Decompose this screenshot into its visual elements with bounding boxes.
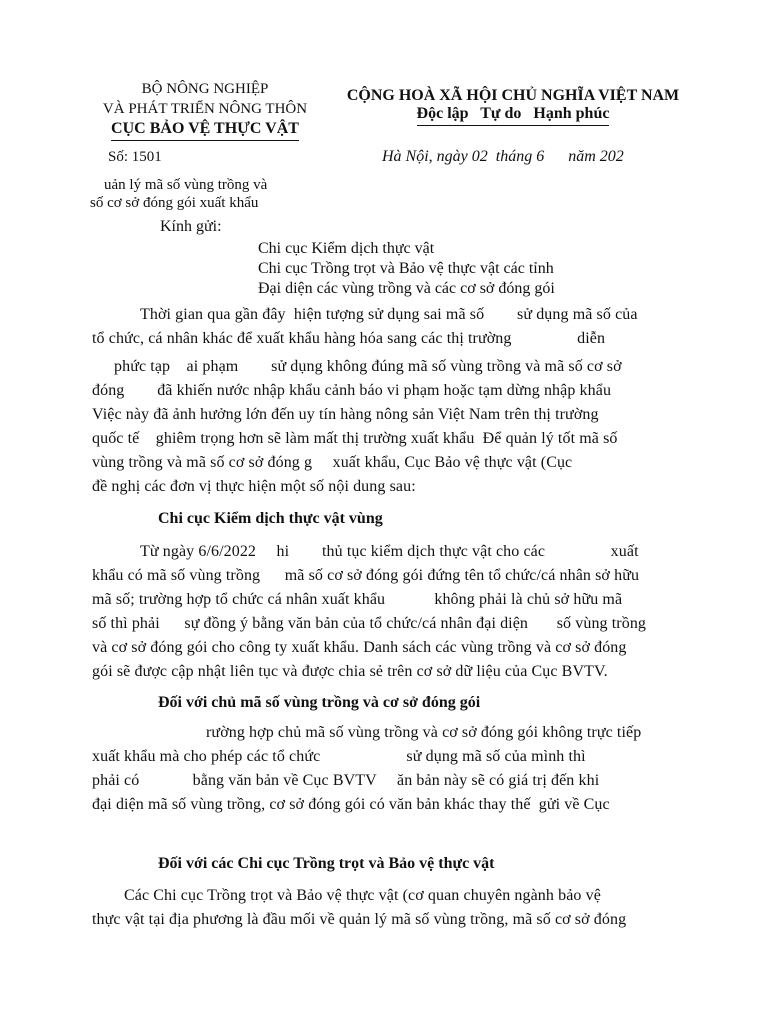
intro-line: quốc tế ghiêm trọng hơn sẽ làm mất thị trường xuất khẩu Để quản lý tốt mã số xyxy=(92,430,618,447)
section-2-line: xuất khẩu mà cho phép các tổ chức sử dụng mã số của mình thì xyxy=(92,748,586,765)
section-1-line: và cơ sở đóng gói cho công ty xuất khẩu. Danh sách các vùng trồng và cơ sở đóng xyxy=(92,639,627,656)
country-name: CỘNG HOÀ XÃ HỘI CHỦ NGHĨA VIỆT NAM xyxy=(346,87,680,104)
section-3-line: thực vật tại địa phương là đầu mối về quản lý mã số vùng trồng, mã số cơ sở đóng xyxy=(92,911,627,928)
section-1-line: khẩu có mã số vùng trồng mã số cơ sở đóng gói đứng tên tổ chức/cá nhân sở hữu xyxy=(92,567,640,584)
national-motto xyxy=(330,104,696,126)
subject-line-2: số cơ sở đóng gói xuất khẩu xyxy=(90,195,259,211)
intro-line: Thời gian qua gần đây hiện tượng sử dụng sai mã số sử dụng mã số của xyxy=(140,306,638,323)
department-label: CỤC BẢO VỆ THỰC VẬT xyxy=(111,119,299,141)
section-2-line: đại diện mã số vùng trồng, cơ sở đóng gói có văn bản khác thay thế gửi về Cục xyxy=(92,796,610,813)
section-1-line: Từ ngày 6/6/2022 hi thủ tục kiểm dịch thực vật cho các xuất xyxy=(140,543,639,560)
intro-line: Việc này đã ảnh hưởng lớn đến uy tín hàng nông sản Việt Nam trên thị trường xyxy=(92,406,599,423)
recipients-label: Kính gửi: xyxy=(160,218,222,235)
section-1-heading: Chi cục Kiểm dịch thực vật vùng xyxy=(158,510,383,527)
intro-line: đóng đã khiến nước nhập khẩu cảnh báo vi phạm hoặc tạm dừng nhập khẩu xyxy=(92,382,612,399)
section-2-line: rường hợp chủ mã số vùng trồng và cơ sở đóng gói không trực tiếp xyxy=(206,724,642,741)
section-1-line: gói sẽ được cập nhật liên tục và được chia sẻ trên cơ sở dữ liệu của Cục BVTV. xyxy=(92,663,608,680)
section-1-line: số thì phải sự đồng ý bằng văn bản của tổ chức/cá nhân đại diện số vùng trồng xyxy=(92,615,647,632)
place-date: Hà Nội, ngày 02 tháng 6 năm 202 xyxy=(382,148,624,165)
intro-line: tổ chức, cá nhân khác để xuất khẩu hàng hóa sang các thị trường diễn xyxy=(92,330,606,347)
recipient-item: Chi cục Kiểm dịch thực vật xyxy=(258,240,435,257)
ministry-line-1: BỘ NÔNG NGHIỆP xyxy=(141,81,269,97)
recipient-item: Đại diện các vùng trồng và các cơ sở đóng gói xyxy=(258,280,555,297)
section-3-heading: Đối với các Chi cục Trồng trọt và Bảo vệ thực vật xyxy=(158,855,495,872)
intro-line: đề nghị các đơn vị thực hiện một số nội dung sau: xyxy=(92,478,416,495)
intro-line: vùng trồng và mã số cơ sở đóng g xuất khẩu, Cục Bảo vệ thực vật (Cục xyxy=(92,454,573,471)
subject-line-1: uản lý mã số vùng trồng và xyxy=(104,177,268,193)
motto-label: Độc lập Tự do Hạnh phúc xyxy=(417,104,610,126)
section-2-heading: Đối với chủ mã số vùng trồng và cơ sở đóng gói xyxy=(158,694,481,711)
recipient-item: Chi cục Trồng trọt và Bảo vệ thực vật các tỉnh xyxy=(258,260,554,277)
section-1-line: mã số; trường hợp tổ chức cá nhân xuất khẩu không phải là chủ sở hữu mã xyxy=(92,591,623,608)
section-2-line: phải có bằng văn bản về Cục BVTV ăn bản này sẽ có giá trị đến khi xyxy=(92,772,600,789)
section-3-line: Các Chi cục Trồng trọt và Bảo vệ thực vật (cơ quan chuyên ngành bảo vệ xyxy=(124,887,601,904)
intro-line: phức tạp ai phạm sử dụng không đúng mã số vùng trồng và mã số cơ sở xyxy=(114,358,622,375)
department-name xyxy=(60,119,350,141)
ministry-line-2: VÀ PHÁT TRIỂN NÔNG THÔN xyxy=(102,101,308,117)
document-number: Số: 1501 xyxy=(108,149,162,165)
